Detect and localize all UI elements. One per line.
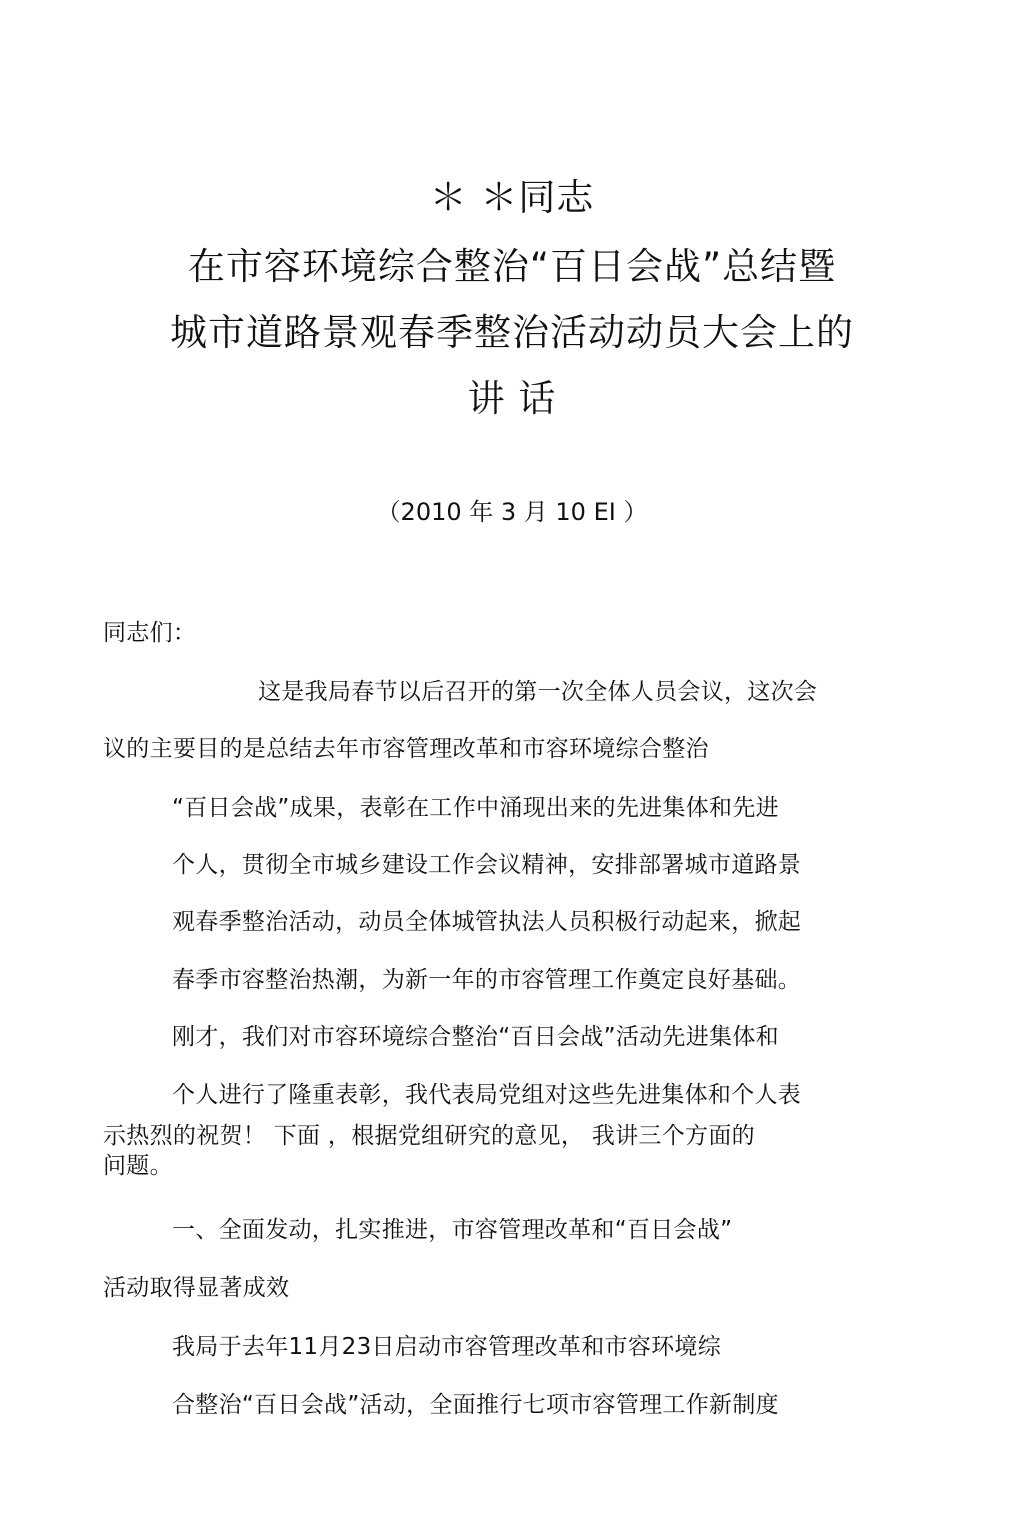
paragraph-line: 观春季整治活动，动员全体城管执法人员积极行动起来，掀起 [172,909,802,935]
speech-date: （2010 年 3 月 10 EI ） [376,498,648,526]
title-line-4: 讲 话 [467,377,557,420]
title-line-3: 城市道路景观春季整治活动动员大会上的 [170,311,854,354]
paragraph-line: 示热烈的祝贺！ 下面 ，根据党组研究的意见， 我讲三个方面的 [103,1123,755,1149]
section-heading-line: 活动取得显著成效 [103,1275,290,1301]
paragraph-line: 这是我局春节以后召开的第一次全体人员会议，这次会 [258,679,818,705]
paragraph-line: “百日会战”成果，表彰在工作中涌现出来的先进集体和先进 [172,795,779,821]
paragraph-line: 个人，贯彻全市城乡建设工作会议精神，安排部署城市道路景 [172,852,802,878]
paragraph-line: 刚才，我们对市容环境综合整治“百日会战”活动先进集体和 [172,1024,779,1050]
title-line-1: ＊ ＊同志 [429,176,595,219]
section-heading-line: 一、全面发动，扎实推进，市容管理改革和“百日会战” [172,1217,733,1243]
title-line-2: 在市容环境综合整治“百日会战”总结暨 [187,245,837,288]
greeting: 同志们： [103,620,197,646]
paragraph-line: 我局于去年11月23日启动市容管理改革和市容环境综 [172,1334,722,1360]
paragraph-line: 合整治“百日会战”活动，全面推行七项市容管理工作新制度 [172,1392,779,1418]
paragraph-line: 春季市容整治热潮，为新一年的市容管理工作奠定良好基础。 [172,967,802,993]
paragraph-line: 个人进行了隆重表彰，我代表局党组对这些先进集体和个人表 [172,1082,802,1108]
paragraph-line: 问题。 [103,1153,173,1179]
paragraph-line: 议的主要目的是总结去年市容管理改革和市容环境综合整治 [103,736,709,762]
